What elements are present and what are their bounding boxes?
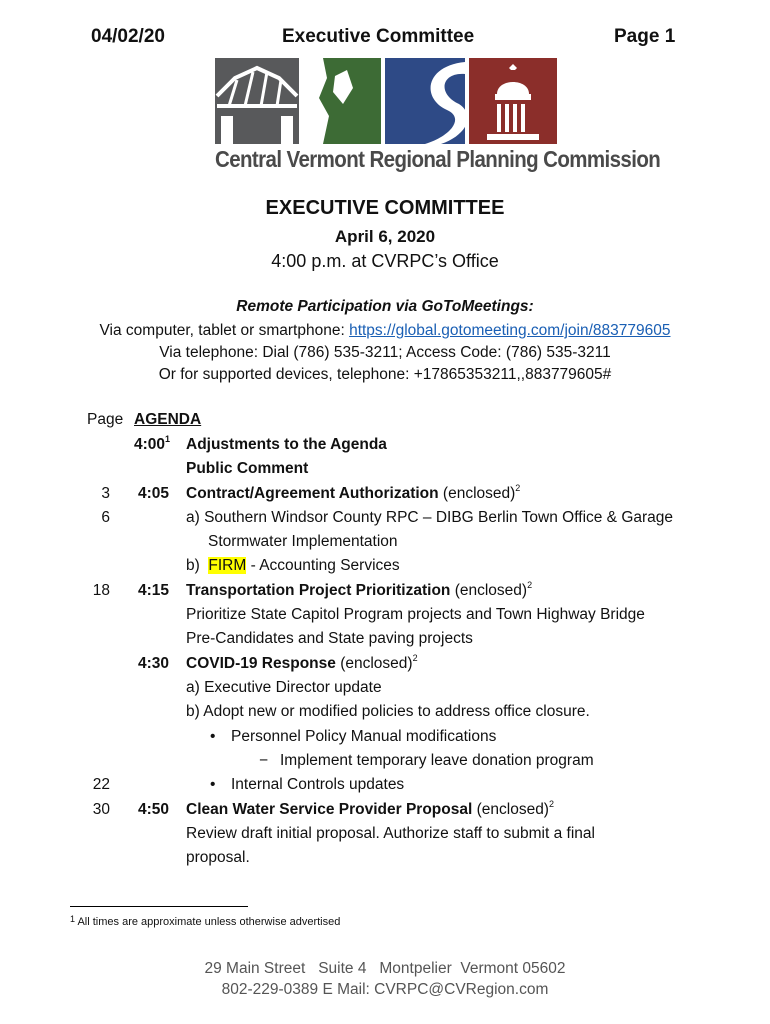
item-title: COVID-19 Response: [186, 655, 336, 672]
footer-contact: 802-229-0389 E Mail: CVRPC@CVRegion.com: [221, 981, 549, 998]
agenda-item-desc: Prioritize State Capitol Program projects and Town Highway Bridge: [186, 606, 645, 623]
agenda-subitem: b) Adopt new or modified policies to address office closure.: [186, 703, 590, 720]
header-page: Page 1: [614, 26, 676, 47]
item-title: Contract/Agreement Authorization: [186, 485, 439, 502]
bullet-icon: •: [210, 728, 216, 745]
agenda-item-transportation: [186, 582, 532, 600]
agenda-item-public-comment: Public Comment: [186, 460, 309, 477]
item-enclosed: (enclosed): [450, 582, 528, 599]
footnote-ref: 2: [548, 799, 554, 809]
agenda-subitem: [186, 557, 400, 575]
bullet-icon: •: [210, 776, 216, 793]
page-number: 6: [101, 509, 110, 526]
agenda-time: 4:30: [138, 655, 170, 672]
meeting-title: EXECUTIVE COMMITTEE: [265, 197, 505, 219]
agenda-item-contract: [186, 485, 520, 503]
subitem-prefix: b): [186, 557, 209, 574]
footnote-ref: 2: [412, 653, 418, 663]
item-enclosed: (enclosed): [438, 485, 516, 502]
firm-highlight: FIRM: [208, 557, 247, 574]
item-enclosed: (enclosed): [472, 801, 549, 818]
header-title: Executive Committee: [282, 26, 475, 47]
footnote-ref: 2: [515, 483, 521, 493]
header-date: 04/02/20: [91, 26, 165, 47]
agenda-sub-bullet: Implement temporary leave donation program: [280, 752, 594, 769]
agenda-time: [134, 436, 170, 454]
remote-telephone: Via telephone: Dial (786) 535-3211; Access Code: (786) 535-3211: [159, 344, 611, 361]
agenda-item-clean-water: [186, 801, 554, 819]
remote-devices: Or for supported devices, telephone: +17865353211,,883779605#: [158, 366, 612, 383]
agenda-subitem-cont: Stormwater Implementation: [208, 533, 398, 550]
page-number: 22: [92, 776, 110, 793]
gotomeeting-link[interactable]: https://global.gotomeeting.com/join/883779605: [349, 322, 671, 339]
page-number: 18: [92, 582, 110, 599]
page-column-label: Page: [87, 411, 124, 428]
dash-icon: −: [259, 752, 269, 769]
agenda-item-desc: Review draft initial proposal. Authorize staff to submit a final: [186, 825, 595, 842]
subitem-rest: - Accounting Services: [246, 557, 400, 574]
agenda-item-desc: proposal.: [186, 849, 250, 866]
item-title: Clean Water Service Provider Proposal: [186, 801, 473, 818]
page-number: 30: [92, 801, 110, 818]
remote-computer-line: [0, 322, 770, 340]
agenda-item-covid: [186, 655, 418, 673]
footnote-text: All times are approximate unless otherwise advertised: [75, 916, 341, 928]
agenda-item-adjustments: Adjustments to the Agenda: [186, 436, 387, 453]
page-number: 3: [101, 485, 110, 502]
agenda-title: AGENDA: [134, 411, 202, 428]
time-text: 4:00: [134, 436, 166, 453]
logo-text: Central Vermont Regional Planning Commission: [215, 146, 661, 173]
item-enclosed: (enclosed): [335, 655, 413, 672]
agenda-subitem: a) Executive Director update: [186, 679, 382, 696]
agenda-bullet: Internal Controls updates: [231, 776, 405, 793]
agenda-time: 4:50: [138, 801, 170, 818]
footnote-ref: 1: [165, 434, 171, 444]
remote-title: Remote Participation via GoToMeetings:: [236, 298, 534, 315]
agenda-bullet: Personnel Policy Manual modifications: [231, 728, 497, 745]
footnote-ref: 2: [527, 580, 533, 590]
agenda-item-desc: Pre-Candidates and State paving projects: [186, 630, 473, 647]
agenda-subitem: a) Southern Windsor County RPC – DIBG Berlin Town Office & Garage: [186, 509, 674, 526]
agenda-time: 4:05: [138, 485, 170, 502]
footnote-divider: [70, 906, 248, 907]
meeting-time-place: 4:00 p.m. at CVRPC’s Office: [271, 251, 499, 271]
remote-computer-label: Via computer, tablet or smartphone:: [99, 322, 350, 339]
footnote-number: 1: [70, 914, 76, 924]
agenda-time: 4:15: [138, 582, 170, 599]
footer-address: 29 Main Street Suite 4 Montpelier Vermont 05602: [204, 960, 566, 977]
footnote: [70, 916, 340, 928]
meeting-date: April 6, 2020: [334, 227, 436, 246]
item-title: Transportation Project Prioritization: [186, 582, 451, 599]
